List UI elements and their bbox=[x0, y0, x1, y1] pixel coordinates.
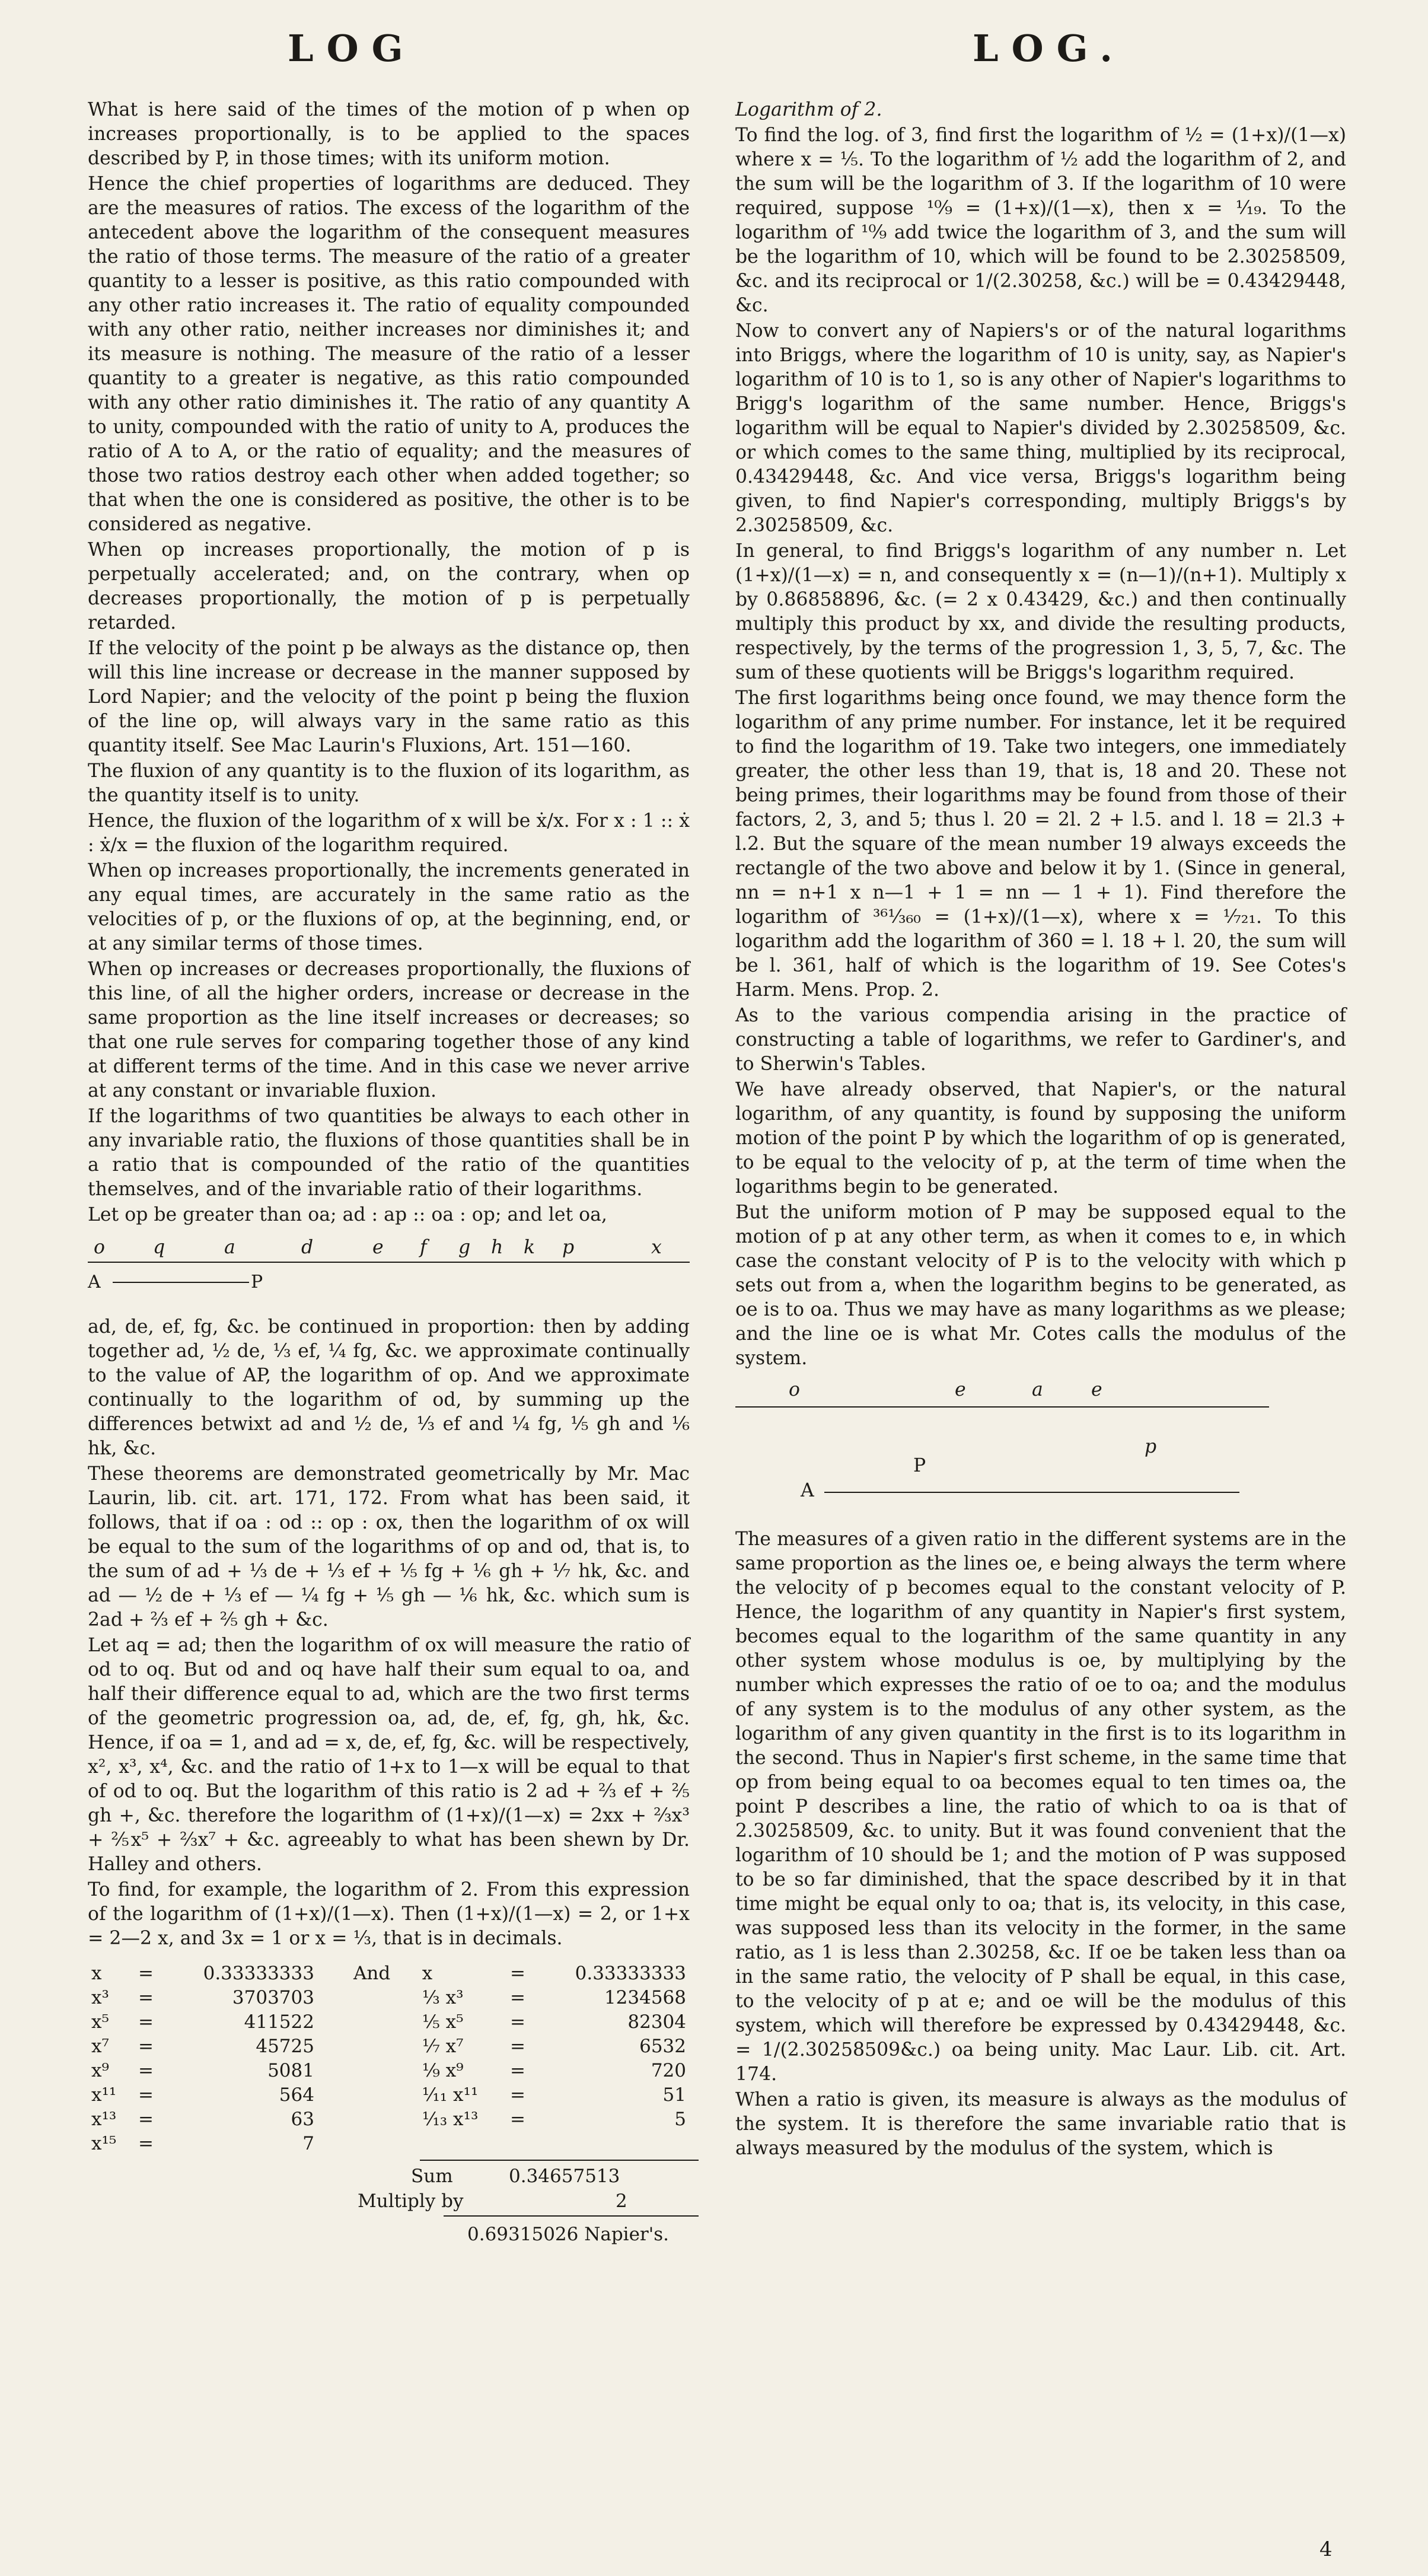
line-diagram bbox=[88, 1236, 690, 1307]
paragraph: When op increases proportionally, the motion of p is perpetually accelerated; and, on the contrary, when op decreases proportionally, the motion of p is perpetually retarded. bbox=[88, 539, 690, 633]
diagram-label-p: p bbox=[1145, 1436, 1157, 1457]
diagram-label: o bbox=[94, 1237, 105, 1258]
table-row: x = 0.33333333 And x = 0.33333333 bbox=[91, 1963, 686, 1984]
paragraph: If the velocity of the point p be always as the distance op, then will this line increase or decrease in the manner supposed by Lord Napier; and the velocity of the point p being the fluxion of the line op, will always vary in the same ratio as this quantity itself. See Mac Laurin's Fluxions, Art. 151—160. bbox=[88, 638, 690, 756]
diagram-label: k bbox=[524, 1237, 536, 1258]
paragraph: The first logarithms being once found, we may thence form the logarithm of any prime number. For instance, let it be required to find the logarithm of 19. Take two integers, one immediately greater, the other less than 19, that is, 18 and 20. These not being primes, their logarithms may be found from those of their factors, 2, 3, and 5; thus l. 20 = 2l. 2 + l.5. and l. 18 = 2l.3 + l.2. But the square of the mean number 19 always exceeds the rectangle of the two above and below it by 1. (Since in general, nn = n+1 x n—1 + 1 = nn — 1 + 1). Find therefore the logarithm of ³⁶¹⁄₃₆₀ = (1+x)/(1—x), where x = ¹⁄₇₂₁. To this logarithm add the logarithm of 360 = l. 18 + l. 20, the sum will be l. 361, half of which is the logarithm of 19. See Cotes's Harm. Mens. Prop. 2. bbox=[735, 687, 1346, 1001]
table-row: x⁷ = 45725 ⅐ x⁷ = 6532 bbox=[91, 2036, 686, 2057]
diagram-label: e bbox=[372, 1237, 384, 1258]
diagram-line bbox=[735, 1406, 1269, 1408]
diagram-segment bbox=[824, 1492, 1239, 1493]
paragraph: Now to convert any of Napiers's or of the natural logarithms into Briggs, where the logarithm of 10 is unity, say, as Napier's logarithm of 10 is to 1, so is any other of Napier's logarithms to Brigg's logarithm of the same number. Hence, Briggs's logarithm will be equal to Napier's divided by 2.30258509, &c. or which comes to the same thing, multiplied by its reciprocal, 0.43429448, &c. And vice versa, Briggs's logarithm being given, to find Napier's corresponding, multiply Briggs's by 2.30258509, &c. bbox=[735, 320, 1346, 536]
paragraph: What is here said of the times of the motion of p when op increases proportionally, is to be applied to the spaces described by P, in those times; with its uniform motion. bbox=[88, 99, 690, 169]
diagram-label: q bbox=[153, 1237, 165, 1258]
diagram-label-A: A bbox=[88, 1272, 101, 1292]
sum-block bbox=[88, 2156, 690, 2260]
page-number: 4 bbox=[1319, 2537, 1333, 2561]
result-value: 0.69315026 Napier's. bbox=[467, 2224, 670, 2245]
sum-value: 0.34657513 bbox=[509, 2166, 620, 2187]
diagram-label: e bbox=[955, 1379, 966, 1400]
paragraph: Hence the chief properties of logarithms are deduced. They are the measures of ratios. The excess of the logarithm of the antecedent above the logarithm of the consequent measures the ratio of those terms. The measure of the ratio of a greater quantity to a lesser is positive, as this ratio compounded with any other ratio increases it. The ratio of equality compounded with any other ratio, neither increases nor diminishes it; and its measure is nothing. The measure of the ratio of a lesser quantity to a greater is negative, as this ratio compounded with any other ratio diminishes it. The ratio of any quantity A to unity, compounded with the ratio of unity to A, produces the ratio of A to A, or the ratio of equality; and the measures of those two ratios destroy each other when added together; so that when the one is considered as positive, the other is to be considered as negative. bbox=[88, 173, 690, 535]
diagram-label: e bbox=[1091, 1379, 1102, 1400]
paragraph: When a ratio is given, its measure is always as the modulus of the system. It is therefore the same invariable ratio that is always measured by the modulus of the system, which is bbox=[735, 2089, 1346, 2159]
diagram-label-A: A bbox=[801, 1480, 814, 1501]
paragraph: We have already observed, that Napier's, or the natural logarithm, of any quantity, is found by supposing the uniform motion of the point P by which the logarithm of op is generated, to be equal to the velocity of p, at the term of time when the logarithms begin to be generated. bbox=[735, 1079, 1346, 1198]
table-row: x⁵ = 411522 ⅕ x⁵ = 82304 bbox=[91, 2011, 686, 2033]
decimal-table bbox=[88, 1962, 690, 2156]
paragraph: To find the log. of 3, find first the logarithm of ½ = (1+x)/(1—x) where x = ⅕. To the logarithm of ½ add the logarithm of 2, and the sum will be the logarithm of 3. If the logarithm of 10 were required, suppose ¹⁰⁄₉ = (1+x)/(1—x), then x = ¹⁄₁₉. To the logarithm of ¹⁰⁄₉ add twice the logarithm of 3, and the sum will be the logarithm of 10, which will be found to be 2.30258509, &c. and its reciprocal or 1/(2.30258, &c.) will be = 0.43429448, &c. bbox=[735, 125, 1346, 316]
sum-label: Sum bbox=[411, 2166, 453, 2187]
paragraph: The fluxion of any quantity is to the fluxion of its logarithm, as the quantity itself is to unity. bbox=[88, 760, 690, 806]
paragraph: Hence, the fluxion of the logarithm of x will be ẋ/x. For x : 1 :: ẋ : ẋ/x = the fluxion of the logarithm required. bbox=[88, 810, 690, 856]
paragraph: The measures of a given ratio in the different systems are in the same proportion as the lines oe, e being always the term where the velocity of p becomes equal to the constant velocity of P. Hence, the logarithm of any quantity in Napier's first system, becomes equal to the logarithm of the same quantity in any other system whose modulus is oe, by multiplying by the number which expresses the ratio of oe to oa; and the modulus of any system is to the modulus of any other system, as the logarithm of any given quantity in the first is to its logarithm in the second. Thus in Napier's first scheme, in the same time that op from being equal to oa becomes equal to ten times oa, the point P describes a line, the ratio of which to oa is that of 2.30258509, &c. to unity. But it was found convenient that the logarithm of 10 should be 1; and the motion of P was supposed to be so far diminished, that the space described by it in that time might be equal only to oa; that is, its velocity, in this case, was supposed less than its velocity in the former, in the same ratio, as 1 is less than 2.30258, &c. If oe be taken less than oa in the same ratio, the velocity of P shall be equal, in this case, to the velocity of p at e; and oe will be the modulus of this system, which will therefore be expressed by 0.43429448, &c. = 1/(2.30258509&c.) oa being unity. Mac Laur. Lib. cit. Art. 174. bbox=[735, 1529, 1346, 2085]
diagram-point-labels bbox=[88, 1236, 690, 1259]
diagram-label: g bbox=[458, 1237, 471, 1258]
diagram-label: a bbox=[224, 1237, 235, 1258]
paragraph: To find, for example, the logarithm of 2. From this expression of the logarithm of (1+x)/(1—x). Then (1+x)/(1—x) = 2, or 1+x = 2—2 x, and 3x = 1 or x = ⅓, that is in decimals. bbox=[88, 1879, 690, 1949]
table-row: x¹¹ = 564 ¹⁄₁₁ x¹¹ = 51 bbox=[91, 2084, 686, 2106]
paragraph: As to the various compendia arising in the practice of constructing a table of logarithms, we refer to Gardiner's, and to Sherwin's Tables. bbox=[735, 1005, 1346, 1075]
table-row: x¹⁵ = 7 bbox=[91, 2133, 314, 2154]
running-header-left: LOG bbox=[288, 27, 416, 70]
diagram-label-P: P bbox=[913, 1455, 926, 1476]
multiply-value: 2 bbox=[616, 2190, 627, 2212]
paragraph: Logarithm of 2. bbox=[735, 99, 882, 120]
diagram-label: p bbox=[562, 1237, 575, 1258]
paragraph: These theorems are demonstrated geometrically by Mr. Mac Laurin, lib. cit. art. 171, 172. From what has been said, it follows, that if oa : od :: op : ox, then the logarithm of ox will be equal to the sum of the logarithms of op and od, that is, to the sum of ad + ⅓ de + ⅓ ef + ⅕ fg + ⅙ gh + ⅐ hk, &c. and ad — ½ de + ⅓ ef — ¼ fg + ⅕ gh — ⅙ hk, &c. which sum is 2ad + ⅔ ef + ⅖ gh + &c. bbox=[88, 1463, 690, 1631]
paragraph: But the uniform motion of P may be supposed equal to the motion of p at any other term, as when it comes to e, in which case the constant velocity of P is to the velocity with which p sets out from a, when the logarithm begins to be generated, as oe is to oa. Thus we may have as many logarithms as we please; and the line oe is what Mr. Cotes calls the modulus of the system. bbox=[735, 1202, 1346, 1369]
diagram-label: h bbox=[491, 1237, 503, 1258]
paragraph: Let op be greater than oa; ad : ap :: oa : op; and let oa, bbox=[88, 1204, 607, 1225]
diagram-label: a bbox=[1032, 1379, 1043, 1400]
running-header-right: LOG. bbox=[973, 27, 1126, 70]
paragraph: When op increases or decreases proportionally, the fluxions of this line, of all the higher orders, increase or decrease in the same proportion as the line itself increases or decreases; so that one rule serves for comparing together those of any kind at different terms of the time. And in this case we never arrive at any constant or invariable fluxion. bbox=[88, 959, 690, 1101]
right-column bbox=[735, 98, 1346, 2161]
table-row: x¹³ = 63 ¹⁄₁₃ x¹³ = 5 bbox=[91, 2109, 686, 2130]
paragraph: Let aq = ad; then the logarithm of ox will measure the ratio of od to oq. But od and oq have half their sum equal to oa, and half their difference equal to ad, which are the two first terms of the geometric progression oa, ad, de, ef, fg, gh, hk, &c. Hence, if oa = 1, and ad = x, de, ef, fg, &c. will be respectively, x², x³, x⁴, &c. and the ratio of 1+x to 1—x will be equal to that of od to oq. But the logarithm of this ratio is 2 ad + ⅔ ef + ⅖ gh +, &c. therefore the logarithm of (1+x)/(1—x) = 2xx + ⅔x³ + ⅖x⁵ + ⅔x⁷ + &c. agreeably to what has been shewn by Dr. Halley and others. bbox=[88, 1635, 690, 1875]
diagram-label: x bbox=[651, 1237, 662, 1258]
multiply-label: Multiply by bbox=[358, 2190, 464, 2212]
left-column bbox=[88, 98, 690, 2260]
diagram-label: d bbox=[301, 1237, 314, 1258]
paragraph: If the logarithms of two quantities be always to each other in any invariable ratio, the fluxions of those quantities shall be in a ratio that is compounded of the ratio of the quantities themselves, and of the invariable ratio of their logarithms. bbox=[88, 1106, 690, 1200]
modulus-diagram bbox=[735, 1378, 1346, 1520]
paragraph: In general, to find Briggs's logarithm of any number n. Let (1+x)/(1—x) = n, and consequently x = (n—1)/(n+1). Multiply x by 0.86858896, &c. (= 2 x 0.43429, &c.) and then continually multiply this product by xx, and divide the resulting products, respectively, by the terms of the progression 1, 3, 5, 7, &c. The sum of these quotients will be Briggs's logarithm required. bbox=[735, 540, 1346, 683]
paragraph: ad, de, ef, fg, &c. be continued in proportion: then by adding together ad, ½ de, ⅓ ef, ¼ fg, &c. we approximate continually to the value of AP, the logarithm of op. And we approximate continually to the logarithm of od, by summing up the differences betwixt ad and ½ de, ⅓ ef and ¼ fg, ⅕ gh and ⅙ hk, &c. bbox=[88, 1316, 690, 1459]
diagram-line bbox=[88, 1262, 690, 1263]
paragraph: When op increases proportionally, the increments generated in any equal times, are accurately in the same ratio as the velocities of p, or the fluxions of op, at the beginning, end, or at any similar terms of those times. bbox=[88, 860, 690, 954]
diagram-label: o bbox=[789, 1379, 800, 1400]
table-row: x³ = 3703703 ⅓ x³ = 1234568 bbox=[91, 1987, 686, 2008]
diagram-label-P: P bbox=[251, 1272, 263, 1292]
diagram-label: f bbox=[420, 1237, 427, 1258]
table-row: x⁹ = 5081 ⅑ x⁹ = 720 bbox=[91, 2060, 686, 2081]
